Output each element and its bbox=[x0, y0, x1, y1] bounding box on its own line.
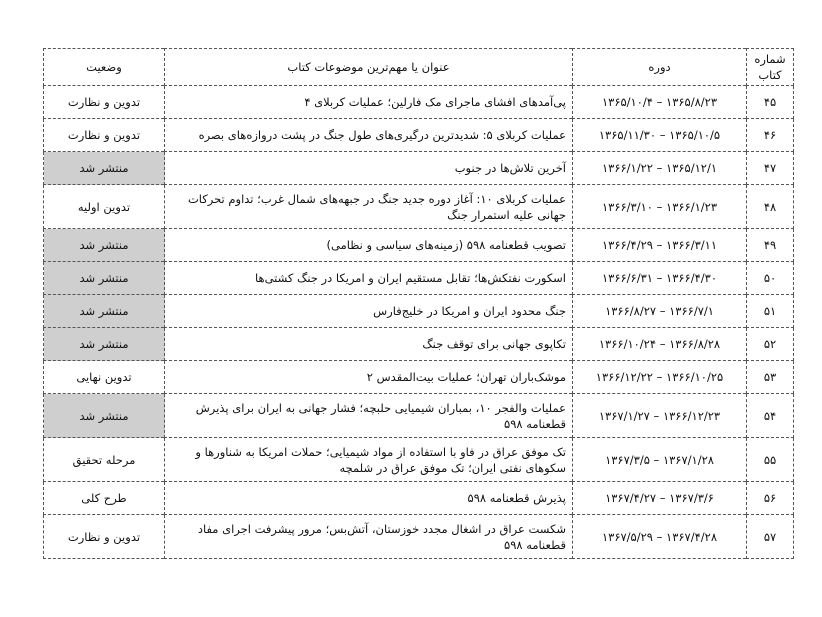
row-number: ۴۶ bbox=[747, 119, 794, 152]
row-status: منتشر شد bbox=[44, 262, 165, 295]
table-row bbox=[44, 328, 794, 361]
row-title: پذیرش قطعنامه ۵۹۸ bbox=[165, 482, 573, 515]
table-row bbox=[44, 482, 794, 515]
row-status: منتشر شد bbox=[44, 229, 165, 262]
row-title: تصویب قطعنامه ۵۹۸ (زمینه‌های سیاسی و نظامی) bbox=[165, 229, 573, 262]
row-title: تکاپوی جهانی برای توقف جنگ bbox=[165, 328, 573, 361]
row-number: ۵۶ bbox=[747, 482, 794, 515]
row-period: ۱۳۶۷/۳/۶ – ۱۳۶۷/۴/۲۷ bbox=[573, 482, 747, 515]
header-period: دوره bbox=[573, 49, 747, 86]
row-status: تدوین و نظارت bbox=[44, 119, 165, 152]
row-title: عملیات کربلای ۱۰: آغاز دوره جدید جنگ در جبهه‌های شمال غرب؛ تداوم تحرکات جهانی علیه استمرار جنگ bbox=[165, 185, 573, 229]
row-period: ۱۳۶۶/۱۰/۲۵ – ۱۳۶۶/۱۲/۲۲ bbox=[573, 361, 747, 394]
row-title: تک موفق عراق در فاو با استفاده از مواد شیمیایی؛ حملات امریکا به شناورها و سکوهای نفتی ایران؛ تک موفق عراق در شلمچه bbox=[165, 438, 573, 482]
row-status: منتشر شد bbox=[44, 394, 165, 438]
row-number: ۵۵ bbox=[747, 438, 794, 482]
table-row bbox=[44, 515, 794, 559]
row-status: منتشر شد bbox=[44, 328, 165, 361]
row-period: ۱۳۶۷/۴/۲۸ – ۱۳۶۷/۵/۲۹ bbox=[573, 515, 747, 559]
row-title: اسکورت نفتکش‌ها؛ تقابل مستقیم ایران و امریکا در جنگ کشتی‌ها bbox=[165, 262, 573, 295]
row-number: ۴۸ bbox=[747, 185, 794, 229]
header-title: عنوان یا مهم‌ترین موضوعات کتاب bbox=[165, 49, 573, 86]
row-period: ۱۳۶۷/۱/۲۸ – ۱۳۶۷/۳/۵ bbox=[573, 438, 747, 482]
row-status: تدوین اولیه bbox=[44, 185, 165, 229]
row-number: ۵۲ bbox=[747, 328, 794, 361]
row-status: منتشر شد bbox=[44, 152, 165, 185]
row-title: عملیات والفجر ۱۰، بمباران شیمیایی حلبچه؛ فشار جهانی به ایران برای پذیرش قطعنامه ۵۹۸ bbox=[165, 394, 573, 438]
books-table bbox=[43, 48, 794, 559]
row-number: ۵۴ bbox=[747, 394, 794, 438]
table-row bbox=[44, 86, 794, 119]
row-period: ۱۳۶۶/۸/۲۸ – ۱۳۶۶/۱۰/۲۴ bbox=[573, 328, 747, 361]
row-number: ۵۳ bbox=[747, 361, 794, 394]
header-status: وضعیت bbox=[44, 49, 165, 86]
table-row bbox=[44, 361, 794, 394]
row-title: پی‌آمدهای افشای ماجرای مک فارلین؛ عملیات کربلای ۴ bbox=[165, 86, 573, 119]
table-body bbox=[44, 86, 794, 559]
row-status: طرح کلی bbox=[44, 482, 165, 515]
row-number: ۴۹ bbox=[747, 229, 794, 262]
row-period: ۱۳۶۵/۸/۲۳ – ۱۳۶۵/۱۰/۴ bbox=[573, 86, 747, 119]
table-row bbox=[44, 295, 794, 328]
row-number: ۴۵ bbox=[747, 86, 794, 119]
row-period: ۱۳۶۶/۴/۳۰ – ۱۳۶۶/۶/۳۱ bbox=[573, 262, 747, 295]
row-number: ۵۷ bbox=[747, 515, 794, 559]
row-number: ۵۱ bbox=[747, 295, 794, 328]
table-header-row bbox=[44, 49, 794, 86]
row-title: عملیات کربلای ۵: شدیدترین درگیری‌های طول جنگ در پشت دروازه‌های بصره bbox=[165, 119, 573, 152]
row-period: ۱۳۶۶/۱/۲۳ – ۱۳۶۶/۳/۱۰ bbox=[573, 185, 747, 229]
table-row bbox=[44, 229, 794, 262]
table-row bbox=[44, 262, 794, 295]
row-status: تدوین نهایی bbox=[44, 361, 165, 394]
table-row bbox=[44, 119, 794, 152]
row-period: ۱۳۶۵/۱۲/۱ – ۱۳۶۶/۱/۲۲ bbox=[573, 152, 747, 185]
row-number: ۵۰ bbox=[747, 262, 794, 295]
row-period: ۱۳۶۶/۳/۱۱ – ۱۳۶۶/۴/۲۹ bbox=[573, 229, 747, 262]
row-status: تدوین و نظارت bbox=[44, 86, 165, 119]
table-row bbox=[44, 438, 794, 482]
row-title: جنگ محدود ایران و امریکا در خلیج‌فارس bbox=[165, 295, 573, 328]
row-title: موشک‌باران تهران؛ عملیات بیت‌المقدس ۲ bbox=[165, 361, 573, 394]
table-row bbox=[44, 152, 794, 185]
table-row bbox=[44, 394, 794, 438]
header-number: شماره کتاب bbox=[747, 49, 794, 86]
row-number: ۴۷ bbox=[747, 152, 794, 185]
table-row bbox=[44, 185, 794, 229]
row-status: تدوین و نظارت bbox=[44, 515, 165, 559]
row-status: مرحله تحقیق bbox=[44, 438, 165, 482]
row-title: شکست عراق در اشغال مجدد خوزستان، آتش‌بس؛ مرور پیشرفت اجرای مفاد قطعنامه ۵۹۸ bbox=[165, 515, 573, 559]
row-period: ۱۳۶۶/۷/۱ – ۱۳۶۶/۸/۲۷ bbox=[573, 295, 747, 328]
row-title: آخرین تلاش‌ها در جنوب bbox=[165, 152, 573, 185]
row-period: ۱۳۶۶/۱۲/۲۳ – ۱۳۶۷/۱/۲۷ bbox=[573, 394, 747, 438]
row-period: ۱۳۶۵/۱۰/۵ – ۱۳۶۵/۱۱/۳۰ bbox=[573, 119, 747, 152]
row-status: منتشر شد bbox=[44, 295, 165, 328]
